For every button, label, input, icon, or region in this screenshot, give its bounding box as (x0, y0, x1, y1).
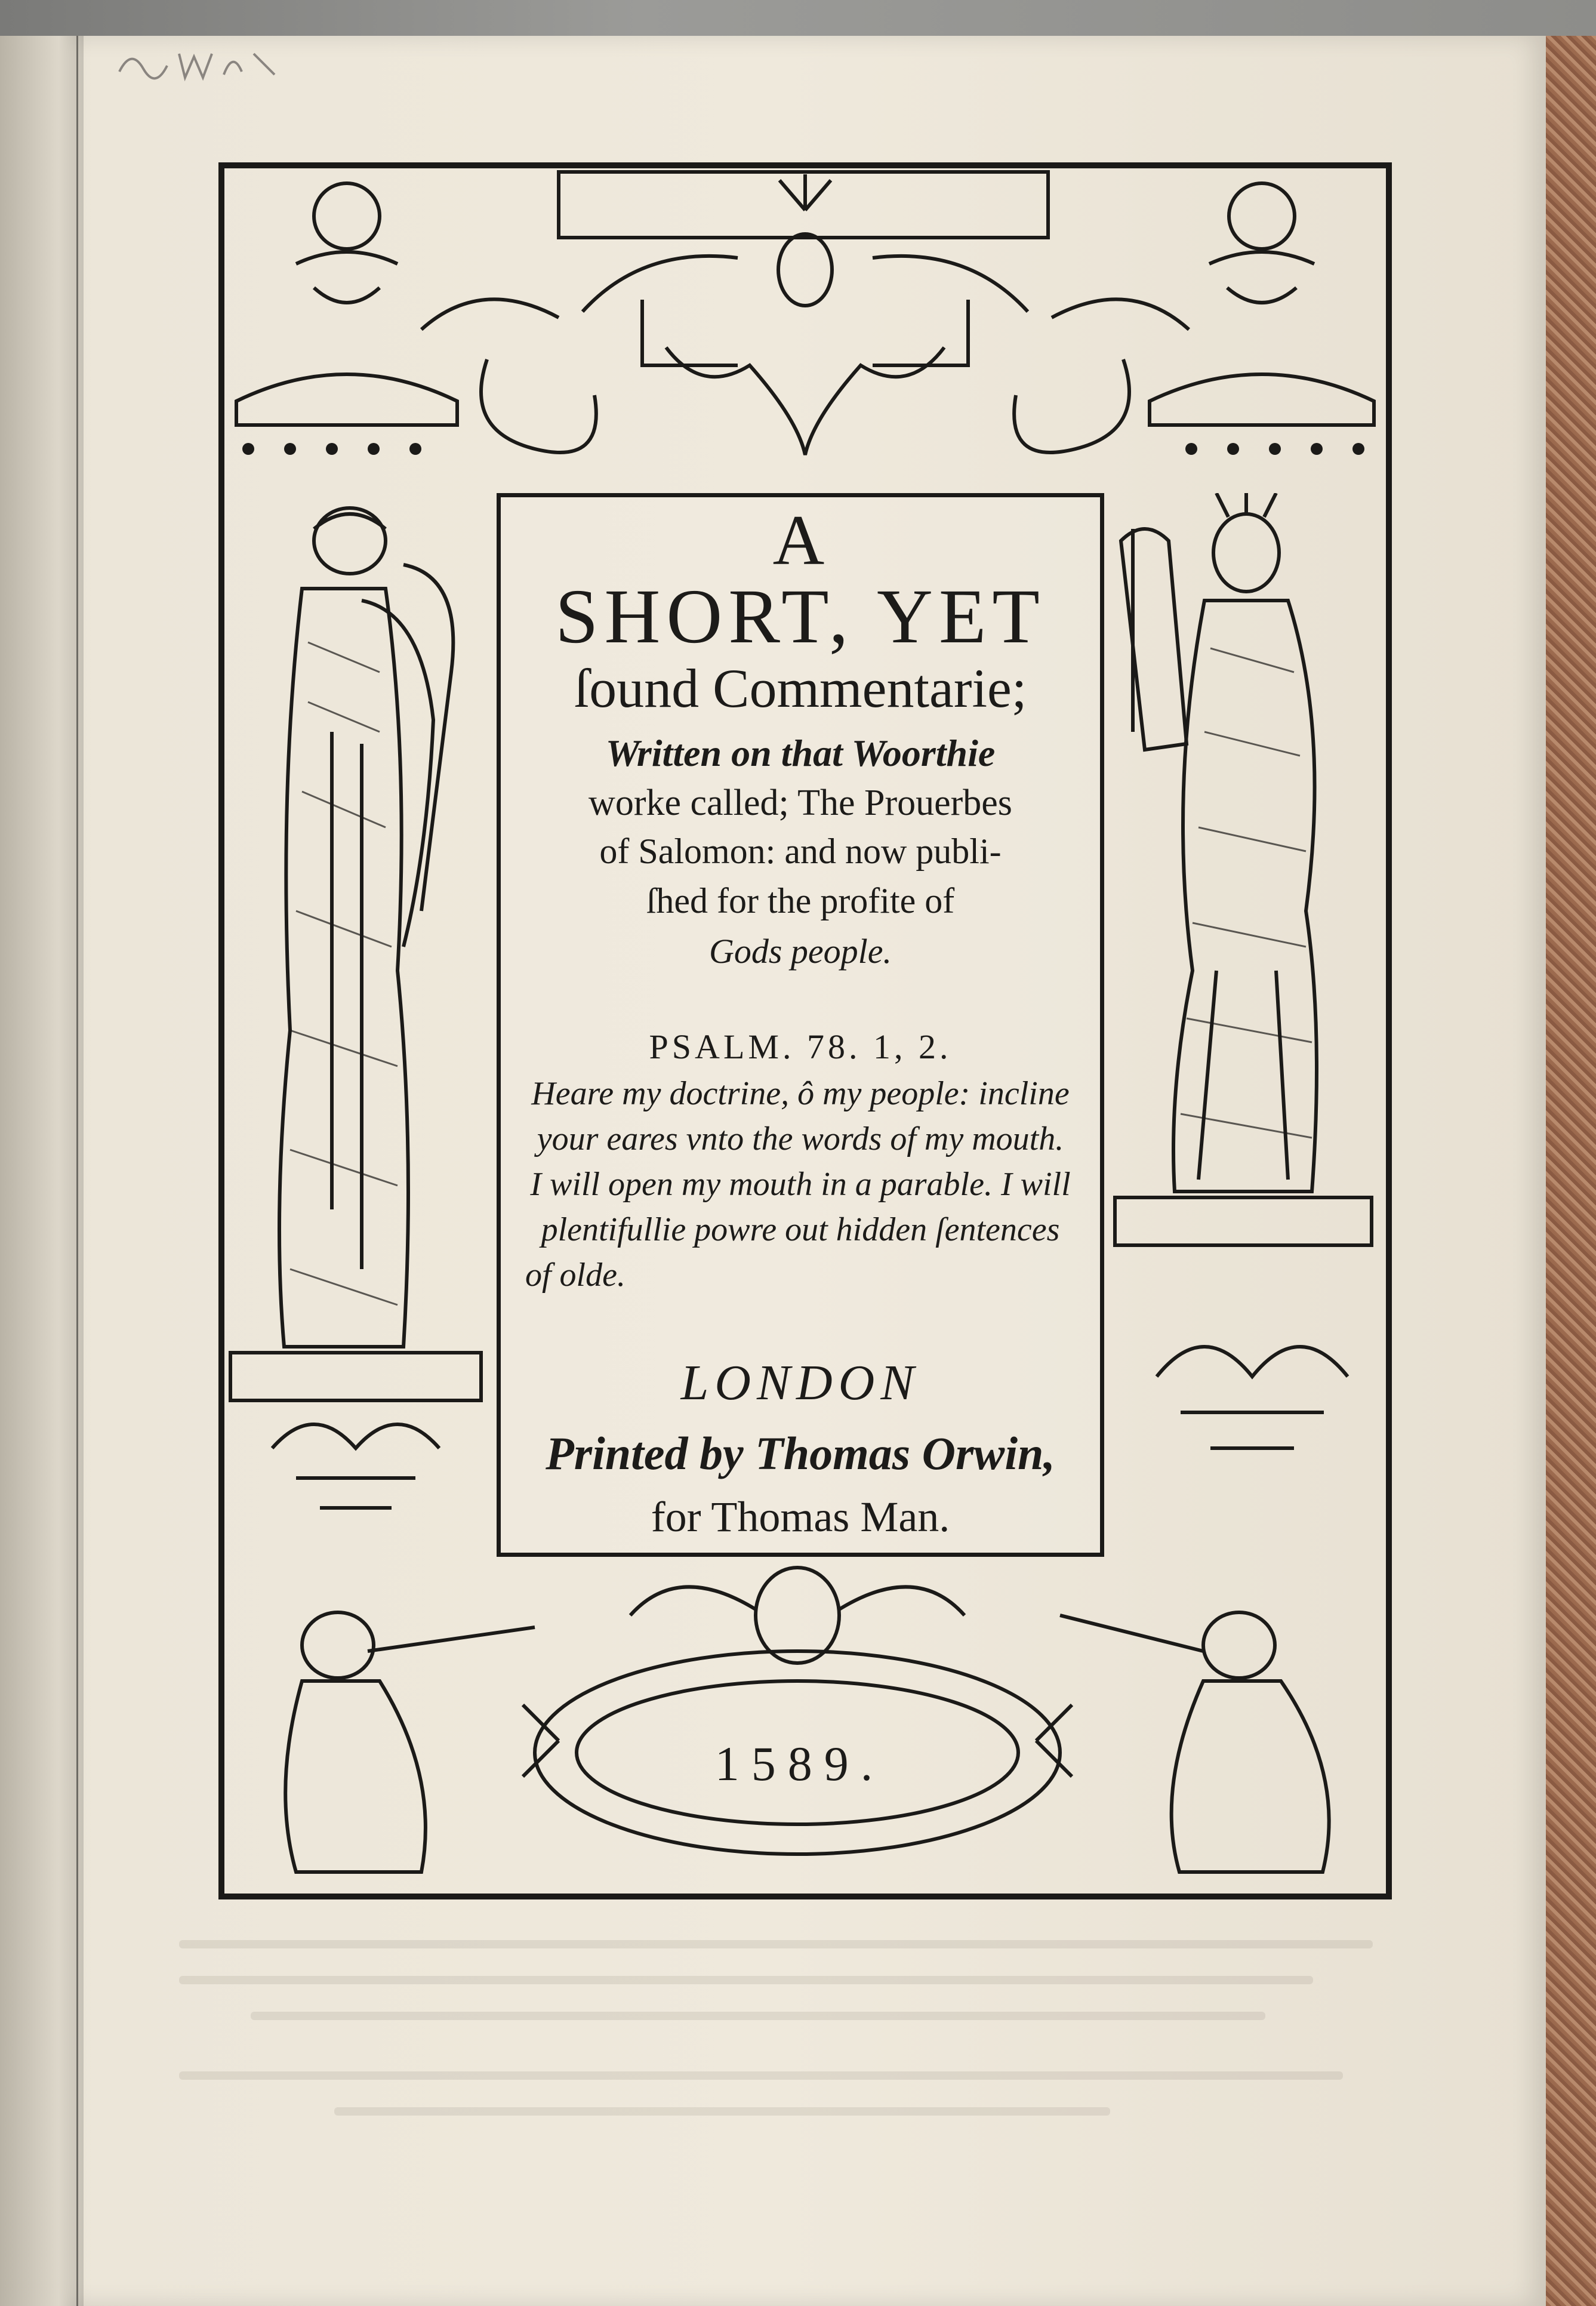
right-figure-moses-with-tablets (1109, 493, 1386, 1557)
page-gutter (0, 36, 84, 2306)
title-line-profite: ſhed for the profite of (646, 881, 955, 920)
psalm-reference: PSALM. 78. 1, 2. (649, 1027, 952, 1066)
left-figure-david-with-harp (224, 493, 492, 1557)
bleed-through-line (179, 2071, 1343, 2080)
imprint-bookseller: for Thomas Man. (651, 1493, 950, 1541)
verse-line: of olde. (525, 1257, 626, 1294)
verse-line: I will open my mouth in a parable. I will (530, 1166, 1071, 1203)
bleed-through-line (179, 1940, 1373, 1948)
bleed-through-line (251, 2012, 1265, 2020)
imprint-year: 1589. (714, 1737, 885, 1791)
verse-line: plentifullie powre out hidden ſentences (541, 1211, 1060, 1248)
bleed-through-line (334, 2107, 1110, 2116)
title-line-sound-commentarie: ſound Commentarie; (574, 658, 1027, 719)
title-word-a: A (772, 500, 828, 580)
bleed-through-line (179, 1976, 1313, 1984)
bottom-ornament-woodcut (224, 1562, 1386, 1894)
imprint-printer: Printed by Thomas Orwin, (546, 1427, 1055, 1479)
title-line-short-yet: SHORT, YET (555, 574, 1046, 660)
title-line-gods-people: Gods people. (708, 932, 892, 971)
imprint-place: LONDON (680, 1355, 920, 1411)
verse-line: your eares vnto the words of my mouth. (537, 1120, 1064, 1157)
title-line-of-salomon: of Salomon: and now publi- (599, 832, 1002, 871)
top-ornament-woodcut (224, 168, 1386, 488)
title-line-written: Written on that Woorthie (605, 732, 996, 774)
gutter-line (76, 36, 78, 2306)
verse-line: Heare my doctrine, ô my people: incline (531, 1075, 1070, 1112)
handwritten-annotation (113, 42, 292, 84)
title-line-worke-called: worke called; The Prouerbes (589, 783, 1012, 823)
